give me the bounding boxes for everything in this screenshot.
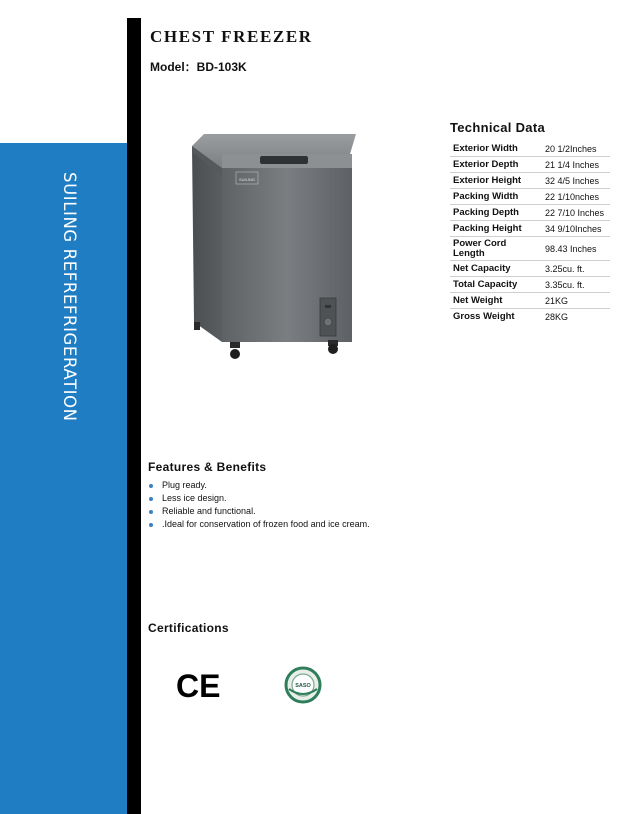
spec-value: 98.43 Inches	[537, 237, 610, 261]
feature-item	[148, 480, 370, 493]
spec-row	[450, 277, 610, 293]
model-number: Model：BD-103K	[150, 60, 247, 74]
thermostat-knob-icon	[324, 318, 332, 326]
svg-text:SASO: SASO	[295, 683, 311, 689]
svg-text:CE: CE	[176, 668, 220, 702]
spec-value: 28KG	[537, 309, 610, 325]
feature-item	[148, 493, 370, 506]
brand-logo-text: SUILING	[238, 177, 256, 182]
spec-row	[450, 261, 610, 277]
spec-value: 21KG	[537, 293, 610, 309]
spec-label: Exterior Height	[450, 173, 537, 189]
bullet-icon	[149, 523, 153, 527]
spec-row	[450, 141, 610, 157]
feature-item	[148, 519, 370, 532]
ce-mark-icon	[176, 668, 220, 702]
spec-row	[450, 293, 610, 309]
spec-value: 34 9/10Inches	[537, 221, 610, 237]
features-heading: Features & Benefits	[148, 460, 267, 474]
spec-row	[450, 189, 610, 205]
feature-text: .Ideal for conservation of frozen food and ice cream.	[162, 519, 370, 529]
spec-label: Net Weight	[450, 293, 537, 309]
page-title: CHEST FREEZER	[150, 27, 313, 46]
feature-text: Plug ready.	[162, 480, 207, 490]
bullet-icon	[149, 497, 153, 501]
spec-value: 22 7/10 Inches	[537, 205, 610, 221]
spec-label: Exterior Width	[453, 143, 518, 154]
black-accent-bar	[127, 18, 141, 814]
wheel-icon	[230, 349, 240, 359]
spec-row	[450, 309, 610, 325]
bullet-icon	[149, 510, 153, 514]
spec-value: 21 1/4 Inches	[537, 157, 610, 173]
spec-label: Net Capacity	[450, 261, 537, 277]
spec-label: Power Cord Length	[450, 237, 537, 261]
spec-row	[450, 157, 610, 173]
feature-item	[148, 506, 370, 519]
spec-value: 20 1/2Inches	[545, 144, 597, 154]
spec-label: Packing Depth	[450, 205, 537, 221]
chest-freezer-image	[190, 130, 362, 362]
spec-label: Exterior Depth	[450, 157, 537, 173]
spec-label: Packing Width	[450, 189, 537, 205]
technical-data-heading: Technical Data	[450, 120, 545, 135]
lid-handle	[260, 156, 308, 164]
spec-label: Gross Weight	[450, 309, 537, 325]
spec-row	[450, 237, 610, 261]
spec-value: 3.35cu. ft.	[537, 277, 610, 293]
features-list	[148, 480, 370, 532]
spec-label: Total Capacity	[450, 277, 537, 293]
technical-data-table	[450, 141, 610, 324]
sidebar-brand-text: SUILING REFREFRIGERATION	[60, 172, 79, 422]
spec-row	[450, 221, 610, 237]
freezer-side	[192, 146, 222, 342]
feature-text: Reliable and functional.	[162, 506, 256, 516]
feature-text: Less ice design.	[162, 493, 227, 503]
spec-value: 32 4/5 Inches	[537, 173, 610, 189]
wheel-icon	[328, 344, 338, 354]
bullet-icon	[149, 484, 153, 488]
spec-value: 22 1/10nches	[537, 189, 610, 205]
sidebar-brand	[49, 172, 79, 436]
saso-logo-icon	[283, 665, 323, 705]
spec-value: 3.25cu. ft.	[537, 261, 610, 277]
thermostat-panel	[320, 298, 336, 336]
spec-row	[450, 205, 610, 221]
spec-row	[450, 173, 610, 189]
certifications-heading: Certifications	[148, 621, 229, 635]
spec-label: Packing Height	[450, 221, 537, 237]
